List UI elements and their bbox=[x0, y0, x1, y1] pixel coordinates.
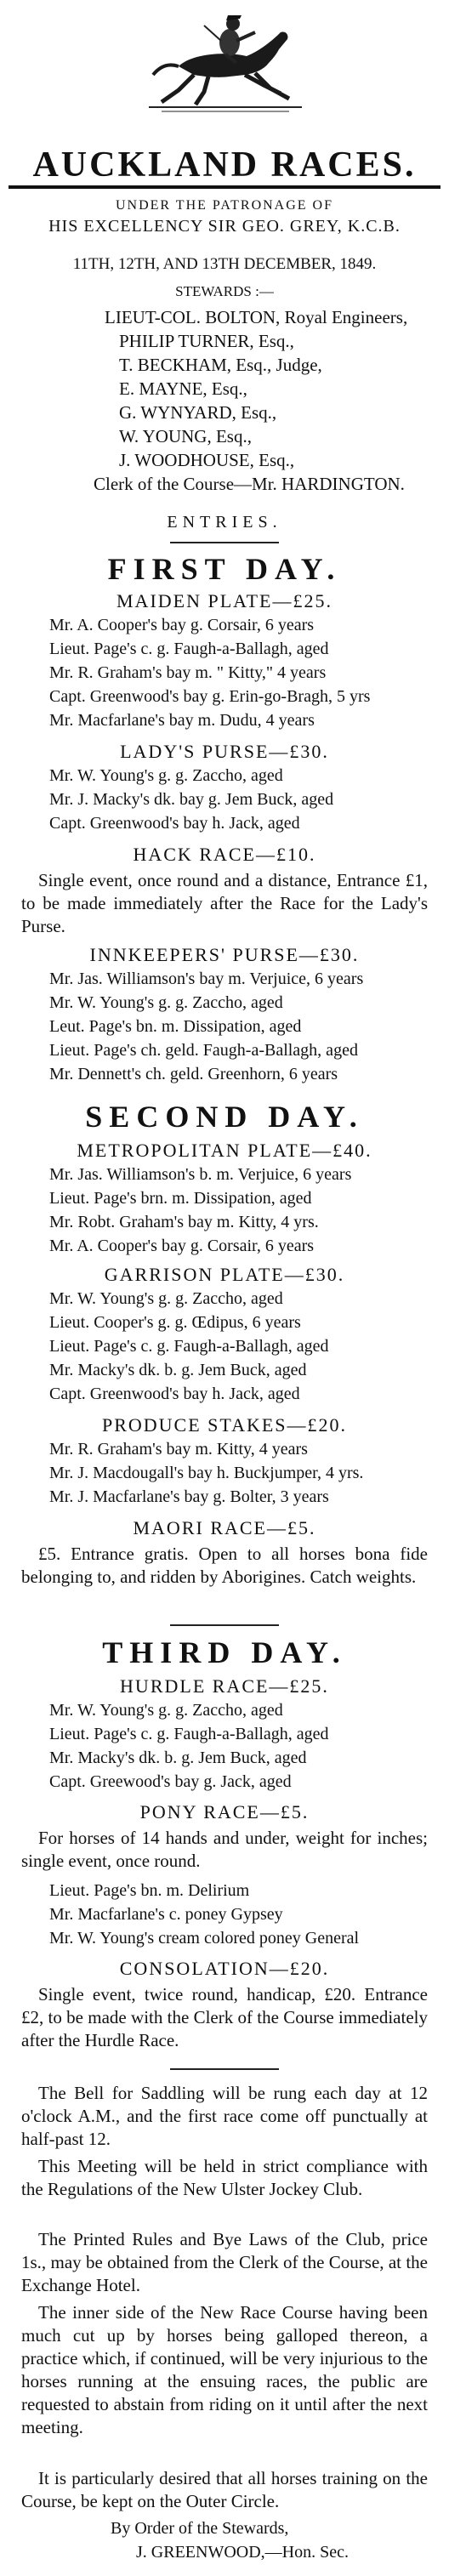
entry-line: Lieut. Page's brn. m. Dissipation, aged bbox=[49, 1189, 312, 1208]
garrison-plate-title: GARRISON PLATE—£30. bbox=[104, 1264, 345, 1285]
steward-name: W. YOUNG, Esq., bbox=[119, 426, 252, 446]
patron-name: HIS EXCELLENCY SIR GEO. GREY, K.C.B. bbox=[48, 217, 401, 236]
meeting-dates: 11TH, 12TH, AND 13TH DECEMBER, 1849. bbox=[72, 255, 377, 273]
entry-line: Mr. A. Cooper's bay g. Corsair, 6 years bbox=[49, 1237, 315, 1255]
entry-line: Mr. Jas. Williamson's b. m. Verjuice, 6 years bbox=[49, 1165, 352, 1184]
steward-name: T. BECKHAM, Esq., Judge, bbox=[119, 355, 322, 375]
rules-notice: The Printed Rules and Bye Laws of the Club, price 1s., may be obtained from the Clerk of the Course, at the Exchange Hotel. bbox=[21, 2229, 428, 2295]
entry-line: Lieut. Page's c. g. Faugh-a-Ballagh, aged bbox=[49, 640, 329, 658]
entry-line: Mr. J. Macfarlane's bay g. Bolter, 3 years bbox=[49, 1487, 329, 1506]
pony-race-title: PONY RACE—£5. bbox=[139, 1801, 310, 1823]
racehorse-engraving-icon bbox=[145, 7, 306, 113]
race-conditions: £5. Entrance gratis. Open to all horses bona fide belonging to, and ridden by Aborigines. Catch weights. bbox=[21, 1544, 428, 1587]
entry-line: Mr. R. Graham's bay m. Kitty, 4 years bbox=[49, 1440, 308, 1459]
order-line: By Order of the Stewards, bbox=[111, 2519, 289, 2538]
entry-line: Mr. Jas. Williamson's bay m. Verjuice, 6 years bbox=[49, 970, 364, 988]
entry-line: Capt. Greenwood's bay g. Erin-go-Bragh, 5 yrs bbox=[49, 687, 371, 706]
race-conditions: Single event, once round and a distance, Entrance £1, to be made immediately after the Race for the Lady's Purse. bbox=[21, 870, 428, 936]
entry-line: Lieut. Page's c. g. Faugh-a-Ballagh, aged bbox=[49, 1337, 329, 1356]
race-conditions: Single event, twice round, handicap, £20. Entrance £2, to be made with the Clerk of the Course immediately after the Hurdle Race. bbox=[21, 1984, 428, 2050]
entry-line: Capt. Greenwood's bay h. Jack, aged bbox=[49, 1385, 300, 1403]
innkeepers-purse-title: INNKEEPERS' PURSE—£30. bbox=[89, 944, 360, 965]
maiden-plate-title: MAIDEN PLATE—£25. bbox=[117, 590, 332, 611]
maori-race-title: MAORI RACE—£5. bbox=[133, 1517, 316, 1538]
entry-line: Mr. W. Young's g. g. Zaccho, aged bbox=[49, 766, 283, 785]
race-conditions: For horses of 14 hands and under, weight for inches; single event, once round. bbox=[21, 1828, 428, 1871]
steward-name: LIEUT-COL. BOLTON, Royal Engineers, bbox=[105, 307, 408, 327]
inner-course-notice: The inner side of the New Race Course having been much cut up by horses being galloped thereon, a practice which, if continued, will be very injurious to the horses running at the ensuing races, the public are requested to abstain from riding on it until after the next meeting. bbox=[21, 2302, 428, 2437]
entry-line: Mr. Macky's dk. b. g. Jem Buck, aged bbox=[49, 1361, 307, 1379]
entry-line: Leut. Page's bn. m. Dissipation, aged bbox=[49, 1017, 302, 1036]
entry-line: Mr. Macky's dk. b. g. Jem Buck, aged bbox=[49, 1749, 307, 1767]
second-day-heading: SECOND DAY. bbox=[85, 1100, 364, 1134]
ladys-purse-title: LADY'S PURSE—£30. bbox=[120, 741, 329, 762]
entries-heading: ENTRIES. bbox=[167, 513, 282, 532]
entry-line: Capt. Greenwood's bay h. Jack, aged bbox=[49, 814, 300, 833]
entry-line: Mr. Dennett's ch. geld. Greenhorn, 6 years bbox=[49, 1065, 338, 1083]
section-divider bbox=[170, 542, 279, 543]
outer-circle-notice: It is particularly desired that all horses training on the Course, be kept on the Outer Circle. bbox=[21, 2468, 428, 2511]
consolation-title: CONSOLATION—£20. bbox=[119, 1958, 330, 1979]
steward-name: J. WOODHOUSE, Esq., bbox=[119, 450, 295, 470]
section-divider bbox=[170, 1624, 279, 1626]
entry-line: Mr. W. Young's g. g. Zaccho, aged bbox=[49, 993, 283, 1012]
entry-line: Lieut. Page's ch. geld. Faugh-a-Ballagh, aged bbox=[49, 1041, 358, 1060]
steward-name: E. MAYNE, Esq., bbox=[119, 378, 247, 399]
entry-line: Capt. Greewood's bay g. Jack, aged bbox=[49, 1772, 292, 1791]
entry-line: Mr. Macfarlane's c. poney Gypsey bbox=[49, 1905, 283, 1924]
entry-line: Mr. W. Young's g. g. Zaccho, aged bbox=[49, 1701, 283, 1720]
entry-line: Mr. J. Macdougall's bay h. Buckjumper, 4 yrs. bbox=[49, 1464, 364, 1482]
third-day-heading: THIRD DAY. bbox=[102, 1635, 347, 1669]
steward-name: G. WYNYARD, Esq., bbox=[119, 402, 277, 423]
entry-line: Mr. Robt. Graham's bay m. Kitty, 4 yrs. bbox=[49, 1213, 319, 1231]
stewards-label: STEWARDS :— bbox=[175, 283, 274, 299]
regulations-notice: This Meeting will be held in strict compliance with the Regulations of the New Ulster Jockey Club. bbox=[21, 2156, 428, 2199]
first-day-heading: FIRST DAY. bbox=[107, 552, 342, 586]
produce-stakes-title: PRODUCE STAKES—£20. bbox=[101, 1414, 348, 1436]
clerk-of-course: Clerk of the Course—Mr. HARDINGTON. bbox=[94, 474, 405, 494]
entry-line: Lieut. Page's c. g. Faugh-a-Ballagh, aged bbox=[49, 1725, 329, 1743]
saddling-notice: The Bell for Saddling will be rung each day at 12 o'clock A.M., and the first race come off punctually at half-past 12. bbox=[21, 2083, 428, 2149]
hurdle-race-title: HURDLE RACE—£25. bbox=[120, 1675, 329, 1697]
entry-line: Mr. R. Graham's bay m. " Kitty," 4 years bbox=[49, 663, 327, 682]
section-divider bbox=[170, 2068, 279, 2070]
entry-line: Mr. A. Cooper's bay g. Corsair, 6 years bbox=[49, 616, 315, 634]
entry-line: Mr. Macfarlane's bay m. Dudu, 4 years bbox=[49, 711, 315, 730]
entry-line: Lieut. Page's bn. m. Delirium bbox=[49, 1881, 250, 1900]
patronage-line: UNDER THE PATRONAGE OF bbox=[115, 198, 334, 213]
entry-line: Lieut. Cooper's g. g. Œdipus, 6 years bbox=[49, 1313, 301, 1332]
entry-line: Mr. W. Young's g. g. Zaccho, aged bbox=[49, 1289, 283, 1308]
metropolitan-plate-title: METROPOLITAN PLATE—£40. bbox=[77, 1140, 372, 1161]
hack-race-title: HACK RACE—£10. bbox=[133, 844, 316, 865]
title-underline bbox=[9, 185, 440, 189]
page-title: AUCKLAND RACES. bbox=[32, 145, 417, 185]
steward-name: PHILIP TURNER, Esq., bbox=[119, 331, 294, 351]
secretary-signature: J. GREENWOOD,—Hon. Sec. bbox=[136, 2543, 349, 2562]
entry-line: Mr. J. Macky's dk. bay g. Jem Buck, aged bbox=[49, 790, 334, 809]
entry-line: Mr. W. Young's cream colored poney General bbox=[49, 1929, 360, 1948]
